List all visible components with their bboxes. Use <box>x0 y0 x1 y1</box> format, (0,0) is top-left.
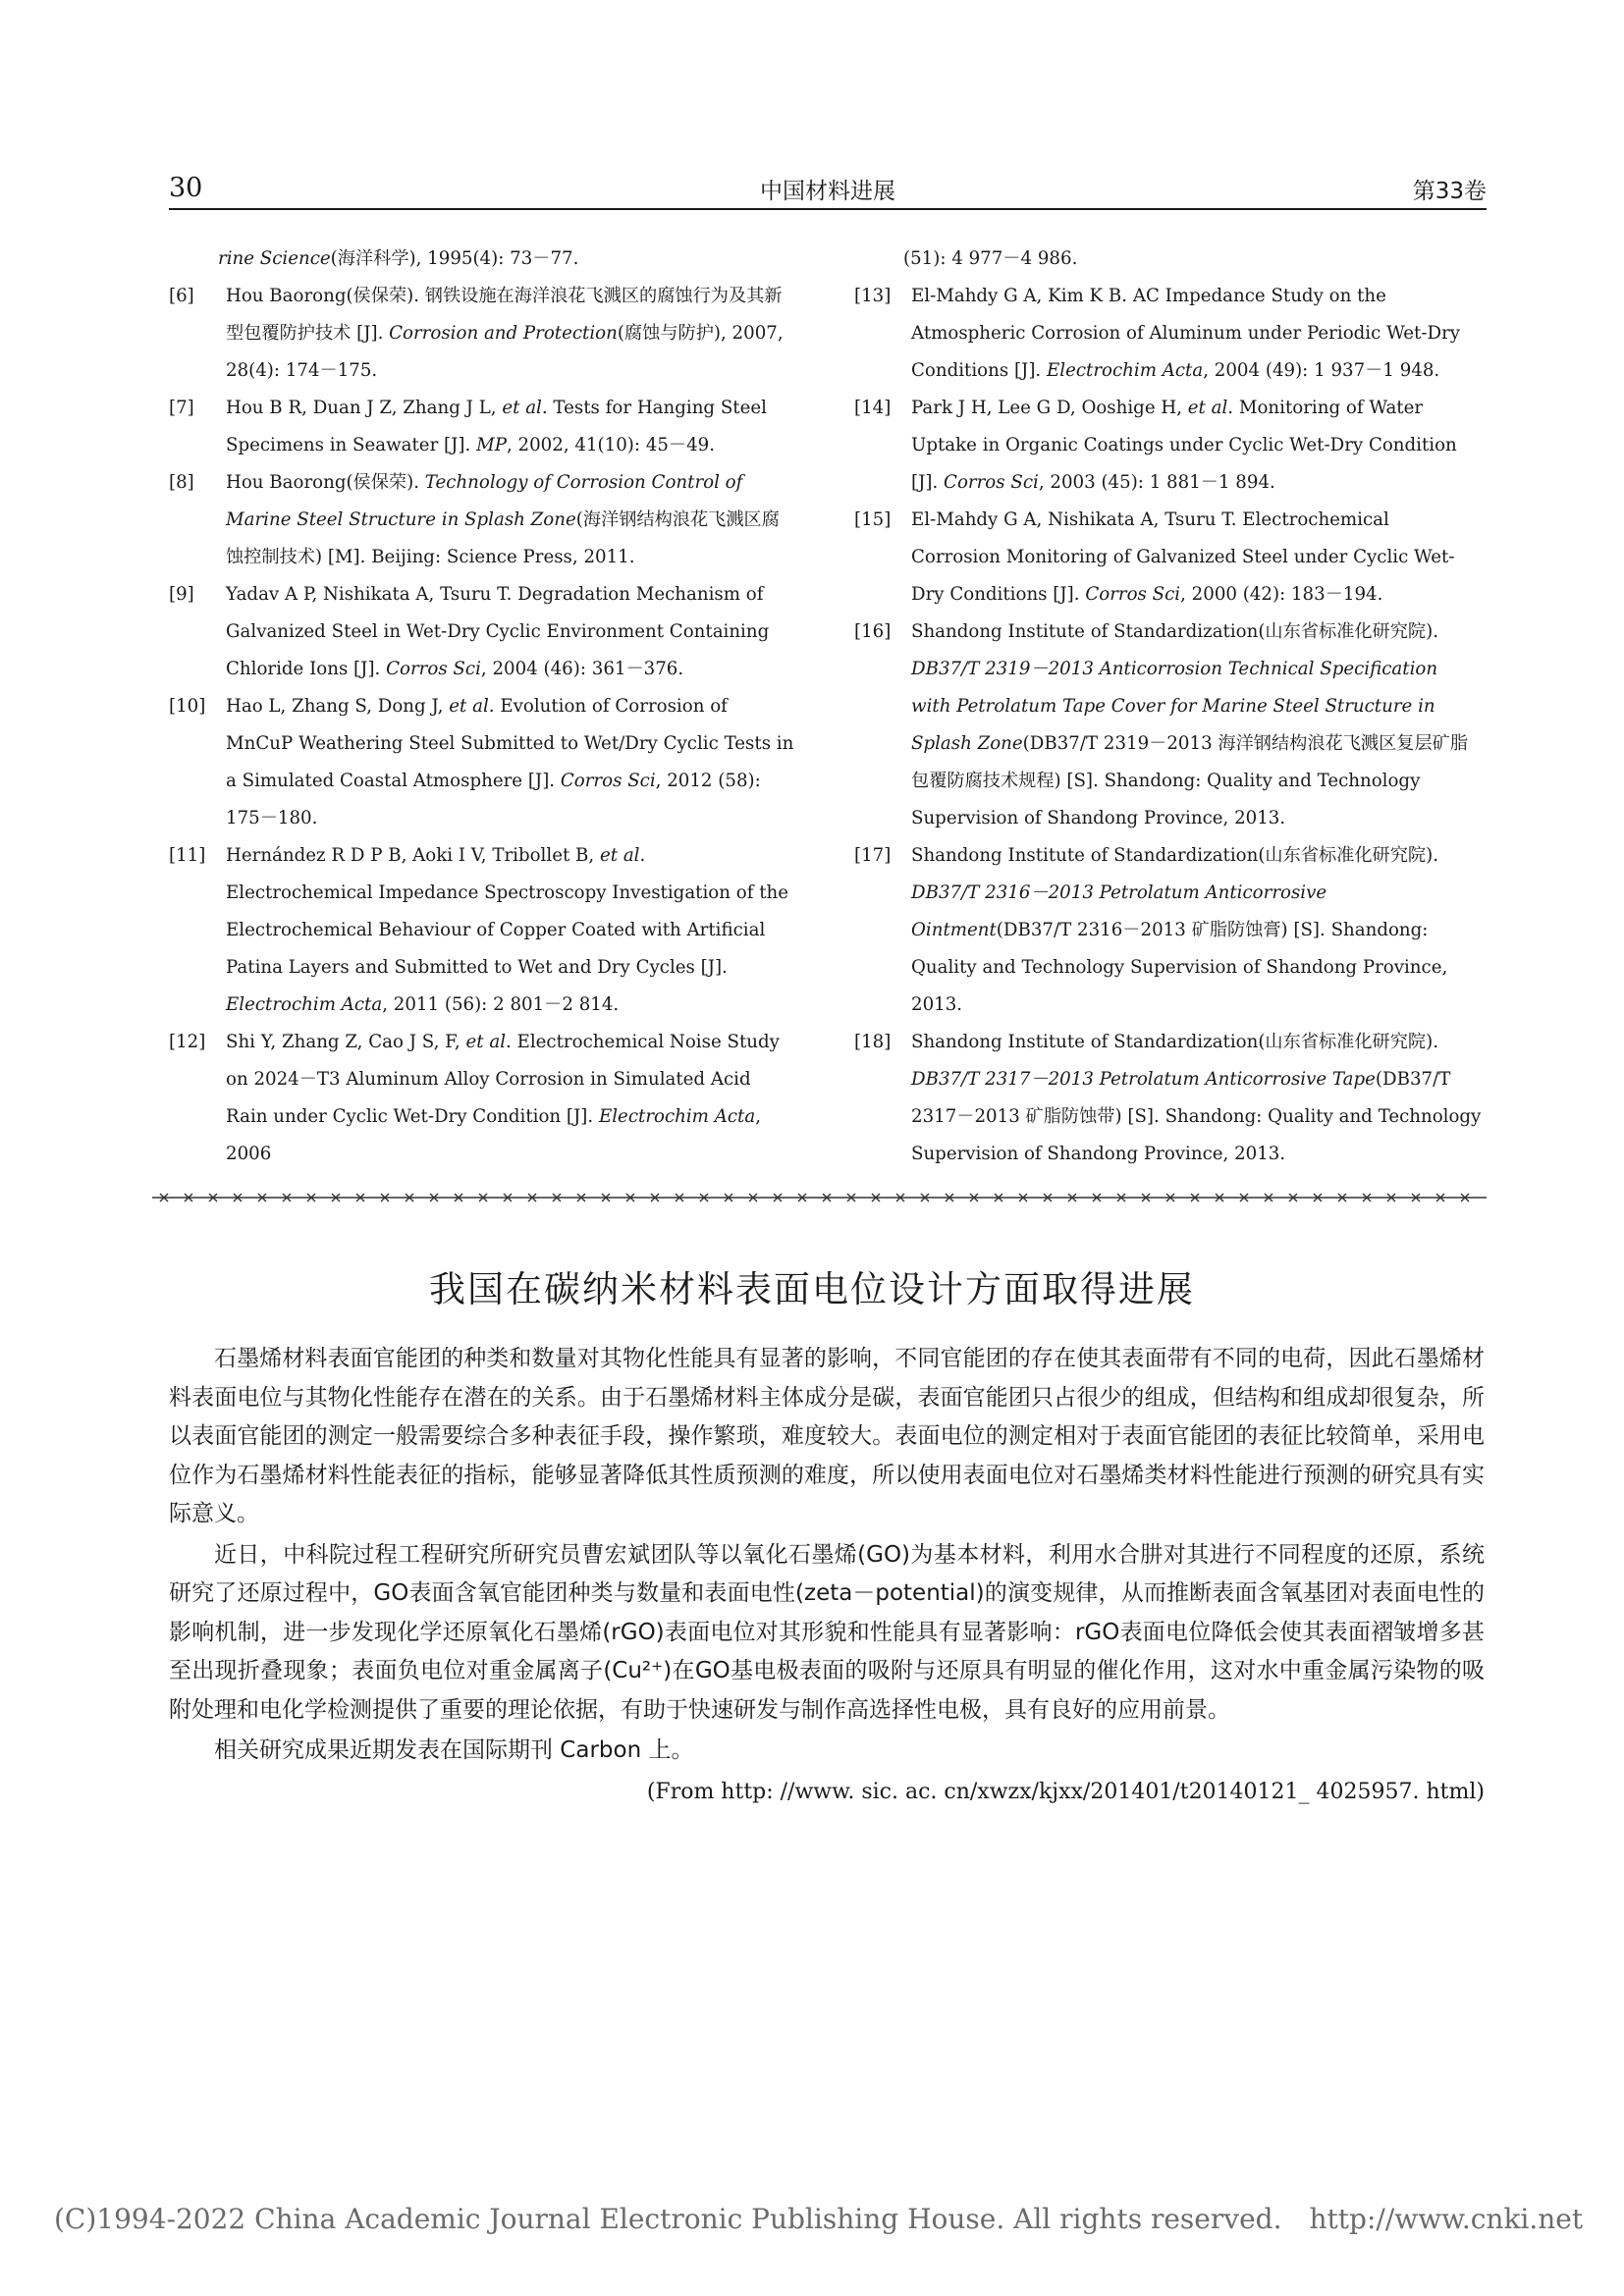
reference-number: [15] <box>854 509 892 530</box>
reference-number: [17] <box>854 845 892 866</box>
article-paragraph-2: 近日，中科院过程工程研究所研究员曹宏斌团队等以氧化石墨烯(GO)为基本材料，利用水合肼对其进行不同程度的还原，系统研究了还原过程中，GO表面含氧官能团种类与数量和表面电性(zeta－potential)的演变规律，从而推断表面含氧基团对表面电性的影响机制，进一步发现化学还原氧化石墨烯(rGO)表面电位对其形貌和性能具有显著影响：rGO表面电位降低会使其表面褶皱增多甚至出现折叠现象；表面负电位对重金属离子(Cu²⁺)在GO基电极表面的吸附与还原具有明显的催化作用，这对水中重金属污染物的吸附处理和电化学检测提供了重要的理论依据，有助于快速研发与制作高选择性电极，具有良好的应用前景。 <box>169 1541 1485 1723</box>
reference-text: Hao L, Zhang S, Dong J, et al. Evolution of Corrosion of MnCuP Weathering Steel Submitted to Wet/Dry Cyclic Tests in a Simulated Coastal Atmosphere [J]. Corros Sci, 2012 (58): 175－180. <box>226 696 794 828</box>
copyright-notice: (C)1994-2022 China Academic Journal Electronic Publishing House. All rights reserved. <box>54 2203 1282 2235</box>
reference-text: Hou B R, Duan J Z, Zhang J L, et al. Tests for Hanging Steel Specimens in Seawater [J]. MP, 2002, 41(10): 45－49. <box>226 398 767 455</box>
reference-text: rine Science(海洋科学), 1995(4): 73－77. <box>218 248 579 269</box>
page-footer <box>54 2203 1583 2235</box>
reference-text: Hou Baorong(侯保荣). Technology of Corrosion Control of Marine Steel Structure in Splash Zone(海洋钢结构浪花飞溅区腐蚀控制技术) [M]. Beijing: Science Press, 2011. <box>226 472 780 567</box>
reference-item <box>169 464 797 576</box>
references-right-column <box>854 240 1483 1173</box>
reference-item <box>854 614 1483 837</box>
reference-number: [12] <box>169 1032 206 1052</box>
journal-title: 中国材料进展 <box>760 179 895 204</box>
reference-item <box>169 390 797 464</box>
reference-text: Shandong Institute of Standardization(山东省标准化研究院). DB37/T 2319－2013 Anticorrosion Technical Specification with Petrolatum Tape Cover for Marine Steel Structure in Splash Zone(DB37/T 2319－2013 海洋钢结构浪花飞溅区复层矿脂包覆防腐技术规程) [S]. Shandong: Quality and Technology Supervision of Shandong Province, 2013. <box>911 621 1469 828</box>
reference-item <box>169 688 797 837</box>
page-header <box>169 173 1487 212</box>
reference-text: Hernández R D P B, Aoki I V, Tribollet B, et al. Electrochemical Impedance Spectroscopy Investigation of the Electrochemical Behaviour of Copper Coated with Artificial Patina Layers and Submitted to Wet and Dry Cycles [J]. Electrochim Acta, 2011 (56): 2 801－2 814. <box>226 845 788 1015</box>
header-rule <box>169 208 1487 210</box>
reference-number: [9] <box>169 584 194 605</box>
reference-item <box>169 240 797 278</box>
reference-number: [10] <box>169 696 206 717</box>
reference-text: Shandong Institute of Standardization(山东省标准化研究院). DB37/T 2316－2013 Petrolatum Anticorrosive Ointment(DB37/T 2316－2013 矿脂防蚀膏) [S]. Shandong: Quality and Technology Supervision of Shandong Province, 2013. <box>911 845 1448 1015</box>
references-left-column <box>169 240 797 1173</box>
reference-item <box>854 502 1483 614</box>
reference-number: [14] <box>854 398 892 418</box>
reference-text: Shi Y, Zhang Z, Cao J S, F, et al. Electrochemical Noise Study on 2024－T3 Aluminum Alloy Corrosion in Simulated Acid Rain under Cyclic Wet-Dry Condition [J]. Electrochim Acta, 2006 <box>226 1032 780 1164</box>
reference-text: Shandong Institute of Standardization(山东省标准化研究院). DB37/T 2317－2013 Petrolatum Anticorrosive Tape(DB37/T 2317－2013 矿脂防蚀带) [S]. Shandong: Quality and Technology Supervision of Shandong Province, 2013. <box>911 1032 1482 1164</box>
reference-item <box>854 278 1483 390</box>
article-body <box>169 1340 1485 1811</box>
reference-text: El-Mahdy G A, Kim K B. AC Impedance Study on the Atmospheric Corrosion of Aluminum under Periodic Wet-Dry Conditions [J]. Electrochim Acta, 2004 (49): 1 937－1 948. <box>911 286 1461 381</box>
reference-text: El-Mahdy G A, Nishikata A, Tsuru T. Electrochemical Corrosion Monitoring of Galvanized Steel under Cyclic Wet-Dry Conditions [J]. Corros Sci, 2000 (42): 183－194. <box>911 509 1455 605</box>
reference-number: [8] <box>169 472 194 493</box>
footer-link[interactable]: http://www.cnki.net <box>1309 2203 1584 2235</box>
article-paragraph-3: 相关研究成果近期发表在国际期刊 Carbon 上。 <box>214 1737 694 1763</box>
reference-number: [13] <box>854 286 892 306</box>
divider-pattern <box>152 1191 1487 1203</box>
reference-text: Hou Baorong(侯保荣). 钢铁设施在海洋浪花飞溅区的腐蚀行为及其新型包覆防护技术 [J]. Corrosion and Protection(腐蚀与防护), 2007, 28(4): 174－175. <box>226 286 784 381</box>
reference-number: [16] <box>854 621 892 642</box>
reference-number: [6] <box>169 286 194 306</box>
reference-text: Park J H, Lee G D, Ooshige H, et al. Monitoring of Water Uptake in Organic Coatings under Cyclic Wet-Dry Condition [J]. Corros Sci, 2003 (45): 1 881－1 894. <box>911 398 1457 493</box>
reference-item <box>854 390 1483 502</box>
reference-item <box>854 240 1483 278</box>
article-title: 我国在碳纳米材料表面电位设计方面取得进展 <box>429 1268 1195 1310</box>
article-paragraph-1: 石墨烯材料表面官能团的种类和数量对其物化性能具有显著的影响，不同官能团的存在使其表面带有不同的电荷，因此石墨烯材料表面电位与其物化性能存在潜在的关系。由于石墨烯材料主体成分是碳，表面官能团只占很少的组成，但结构和组成却很复杂，所以表面官能团的测定一般需要综合多种表征手段，操作繁琐，难度较大。表面电位的测定相对于表面官能团的表征比较简单，采用电位作为石墨烯材料性能表征的指标，能够显著降低其性质预测的难度，所以使用表面电位对石墨烯类材料性能进行预测的研究具有实际意义。 <box>169 1346 1485 1526</box>
page-number: 30 <box>169 173 203 203</box>
reference-item <box>169 278 797 390</box>
article-source: (From http: //www. sic. ac. cn/xwzx/kjxx/201401/t20140121_ 4025957. html) <box>646 1779 1485 1804</box>
reference-number: [11] <box>169 845 206 866</box>
reference-number: [7] <box>169 398 194 418</box>
reference-text: Yadav A P, Nishikata A, Tsuru T. Degradation Mechanism of Galvanized Steel in Wet-Dry Cyclic Environment Containing Chloride Ions [J]. Corros Sci, 2004 (46): 361－376. <box>226 584 770 679</box>
reference-number: [18] <box>854 1032 892 1052</box>
reference-text: (51): 4 977－4 986. <box>903 248 1078 269</box>
reference-item <box>854 1024 1483 1173</box>
reference-item <box>169 1024 797 1173</box>
reference-item <box>169 837 797 1024</box>
reference-item <box>854 837 1483 1024</box>
section-divider <box>152 1190 1487 1203</box>
volume-label: 第33卷 <box>1412 179 1487 204</box>
reference-item <box>169 576 797 688</box>
